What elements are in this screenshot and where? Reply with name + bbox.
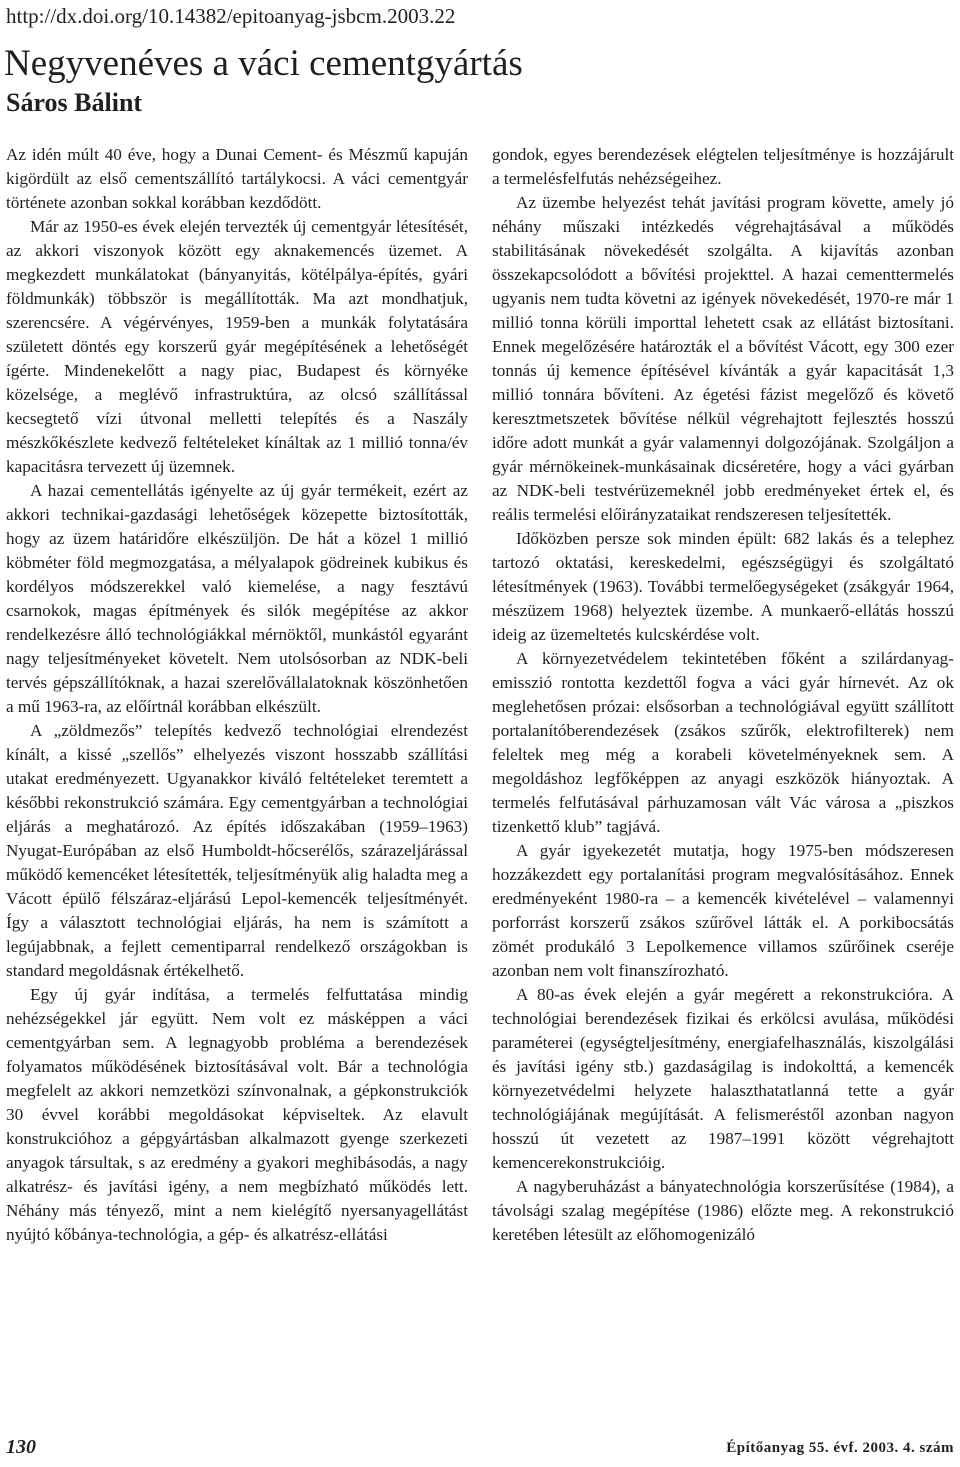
paragraph: gondok, egyes berendezések elégtelen teljesítménye is hozzájárult a termelésfelfutás nehézségeihez. (492, 145, 954, 188)
article-author: Sáros Bálint (6, 88, 143, 117)
paragraph: A környezetvédelem tekintetében főként a szilárdanyag-emisszió rontotta kezdettől fogva a váci gyár hírnevét. Az ok meglehetősen prózai: elsősorban a technológiával együtt szállított portalanítóberendezések (zsákos szűrők, elektrofilterek) nem feleltek meg még a korabeli követelményeknek sem. A megoldáshoz legfőképpen az anyagi eszközök hiányoztak. A termelés felfutásával párhuzamosan vált Vác városa a „piszkos tizenkettő klub” tagjává. (492, 649, 954, 836)
paragraph: Már az 1950-es évek elején tervezték új cementgyár létesítését, az akkori viszonyok között egy aknakemencés üzemet. A megkezdett munkálatokat (bányanyitás, kötélpálya-építés, gyári földmunkák) többször is megállították. Ma azt mondhatjuk, szerencsére. A végérvényes, 1959-ben a munkák folytatására született döntés egy korszerű gyár megépítésének a lehetőségét ígérte. Mindenekelőtt a nagy piac, Budapest és környéke közelsége, a meglévő infrastruktúra, az olcsó szállítással kecsegtető vízi útvonal melletti telepítés és a Naszály mészkőkészlete kedvező feltételeket kínáltak az 1 millió tonna/év kapacitásra tervezett új üzemnek. (6, 217, 468, 476)
paragraph: Az idén múlt 40 éve, hogy a Dunai Cement- és Mészmű kapuján kigördült az első cementszállító tartálykocsi. A váci cementgyár története azonban sokkal korábban kezdődött. (6, 145, 468, 212)
paragraph: A gyár igyekezetét mutatja, hogy 1975-ben módszeresen hozzákezdett egy portalanítási program megvalósításához. Ennek eredményeként 1980-ra – a kemencék kivételével – valamennyi porforrást korszerű zsákos szűrővel látták el. A porkibocsátás zömét produkáló 3 Lepolkemence villamos szűrőinek cseréje azonban nem volt finanszírozható. (492, 841, 954, 980)
right-column (492, 143, 954, 1247)
paragraph: A hazai cementellátás igényelte az új gyár termékeit, ezért az akkori technikai-gazdasági lehetőségek közepette biztosították, hogy az üzem határidőre elkészüljön. De hát a közel 1 millió köbméter föld megmozgatása, a mélyalapok gödreinek kubikus és kordélyos módszerekkel való kiemelése, a nagy fesztávú csarnokok, magas építmények és silók megépítése az akkor rendelkezésre álló technológiákkal mérnöktől, munkástól egyaránt nagy teljesítményeket követelt. Nem utolsósorban az NDK-beli tervés gépszállítóknak, a hazai szerelővállalatoknak köszönhetően a mű 1963-ra, az előírtnál korábban elkészült. (6, 481, 468, 716)
paragraph: A 80-as évek elején a gyár megérett a rekonstrukcióra. A technológiai berendezések fizikai és erkölcsi avulása, működési paraméterei (egységteljesítmény, energiafelhasználás, kiszolgálási és javítási igény stb.) gazdaságilag is indokolttá, a kemencék környezetvédelmi helyzete halaszthatatlanná tette a gyár technológiájának megújítását. A felismeréstől azonban nagyon hosszú út vezetett az 1987–1991 között végrehajtott kemencerekonstrukcióig. (492, 985, 954, 1172)
journal-footer: Építőanyag 55. évf. 2003. 4. szám (726, 1440, 954, 1456)
page-number: 130 (6, 1436, 36, 1458)
paragraph: A „zöldmezős” telepítés kedvező technológiai elrendezést kínált, a kissé „szellős” elhelyezés viszont hosszabb szállítási utakat eredményezett. Ugyanakkor kiváló feltételeket teremtett a későbbi rekonstrukció számára. Egy cementgyárban a technológiai eljárás a meghatározó. Az építés időszakában (1959–1963) Nyugat-Európában az első Humboldt-hőcserélős, szárazeljárással működő kemencéket létesítették, teljesítményük alig haladta meg a Vácott épülő félszáraz-eljárású Lepol-kemencék teljesítményét. Így a választott technológiai eljárás, ha nem is számított a legújabbnak, a fejlett cementiparral rendelkező országokban is standard megoldásnak értékelhető. (6, 721, 468, 980)
paragraph: Időközben persze sok minden épült: 682 lakás és a telephez tartozó oktatási, kereskedelmi, egészségügyi és szolgáltató létesítmények (1963). További termelőegységeket (zsákgyár 1964, mészüzem 1968) helyeztek üzembe. A munkaerő-ellátás hosszú ideig az üzemeltetés kulcskérdése volt. (492, 529, 954, 644)
doi-link[interactable]: http://dx.doi.org/10.14382/epitoanyag-jsbcm.2003.22 (6, 4, 456, 28)
article-title: Negyvenéves a váci cementgyártás (4, 43, 523, 84)
paragraph: Egy új gyár indítása, a termelés felfuttatása mindig nehézségekkel jár együtt. Nem volt ez másképpen a váci cementgyárban sem. A legnagyobb probléma a berendezések folyamatos működésének biztosításával volt. Bár a technológia megfelelt az akkori nemzetközi színvonalnak, a gépkonstrukciók 30 évvel korábbi megoldásokat képviseltek. Az elavult konstrukcióhoz a gépgyártásban alkalmazott gyenge szerkezeti anyagok társultak, s az eredmény a gyakori meghibásodás, a nagy alkatrész- és javítási igény, a nem megbízható működés lett. Néhány más tényező, mint a nem kielégítő nyersanyagellátást nyújtó kőbánya-technológia, a gép- és alkatrész-ellátási (6, 985, 468, 1244)
paragraph: Az üzembe helyezést tehát javítási program követte, amely jó néhány műszaki intézkedés végrehajtásával a működés stabilitásának növekedését szolgálta. A kijavítás azonban összekapcsolódott a bővítési projekttel. A hazai cementtermelés ugyanis nem tudta követni az igények növekedését, 1970-re már 1 millió tonna körüli importtal lehetett csak az ellátást biztosítani. Ennek megelőzésére határozták el a bővítést Vácott, egy 300 ezer tonnás új kemence építésével kívánták a gyár kapacitását 1,3 millió tonnára bővíteni. Az égetési fázist megelőző és követő keresztmetszetek bővítése nélkül végrehajtott fejlesztés hosszú időre adott munkát a gyár valamennyi dolgozójának. Szolgáljon a gyár mérnökeinek-munkásainak dicséretére, hogy a váci gyárban az NDK-beli testvérüzemeknél jobb eredményeket értek el, és reális termelési előirányzataikat rendszeresen teljesítették. (492, 193, 954, 524)
left-column (6, 143, 468, 1247)
paragraph: A nagyberuházást a bányatechnológia korszerűsítése (1984), a távolsági szalag megépítése (1986) előzte meg. A rekonstrukció keretében létesült az előhomogenizáló (492, 1177, 954, 1244)
